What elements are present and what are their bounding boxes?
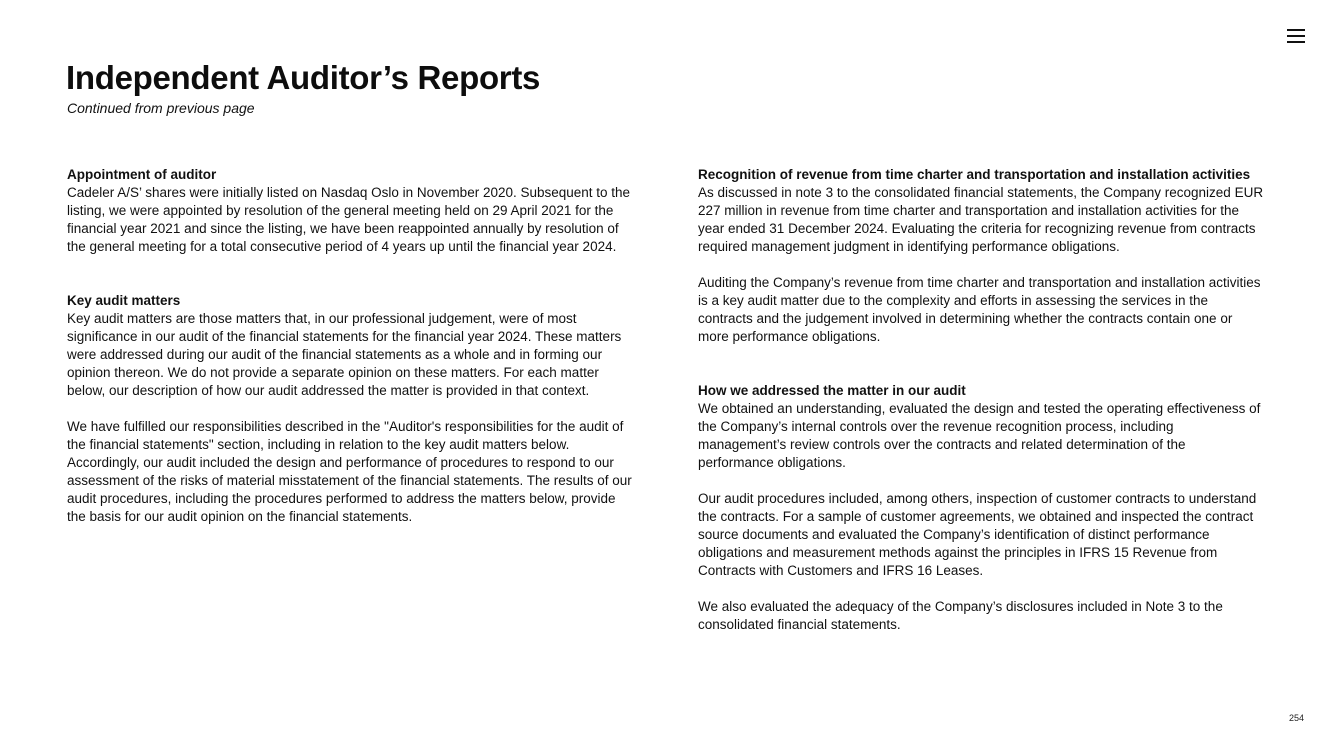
- revenue-recognition-paragraph: Auditing the Company’s revenue from time charter and transportation and installation activities is a key audit matter due to the complexity and efforts in assessing the services in the contracts and the judgement involved in determining whether the contracts contain one or more performance obligations.: [698, 275, 1261, 344]
- appointment-heading: Appointment of auditor: [67, 167, 217, 182]
- appointment-section: [67, 166, 637, 256]
- page-title: Independent Auditor’s Reports: [66, 59, 541, 96]
- key-audit-matters-paragraph: We have fulfilled our responsibilities described in the "Auditor's responsibilities for the audit of the financial statements" section, including in relation to the key audit matters below. Accordingly, our audit included the design and performance of procedures to respond to our assessment of the risks of material misstatement of the financial statements. The results of our audit procedures, including the procedures performed to address the matters below, provide the basis for our audit opinion on the financial statements.: [67, 419, 632, 524]
- page-subtitle: Continued from previous page: [67, 100, 255, 116]
- key-audit-matters-section: [67, 292, 637, 526]
- revenue-recognition-paragraph: As discussed in note 3 to the consolidated financial statements, the Company recognized EUR 227 million in revenue from time charter and transportation and installation activities for the year ended 31 December 2024. Evaluating the criteria for recognizing revenue from contracts required management judgment in identifying performance obligations.: [698, 185, 1264, 254]
- page-number: 254: [1289, 713, 1305, 723]
- menu-icon-bar: [1287, 29, 1305, 31]
- how-addressed-paragraph: We obtained an understanding, evaluated the design and tested the operating effectiveness of the Company’s internal controls over the revenue recognition process, including management’s review controls over the contracts and related determination of the performance obligations.: [698, 401, 1261, 470]
- appointment-body: Cadeler A/S’ shares were initially listed on Nasdaq Oslo in November 2020. Subsequent to the listing, we were appointed by resolution of the general meeting held on 29 April 2021 for the financial year 2021 and since the listing, we have been reappointed annually by resolution of the general meeting for a total consecutive period of 4 years up until the financial year 2024.: [67, 185, 631, 254]
- left-column: [67, 166, 637, 526]
- how-addressed-section: [698, 382, 1265, 634]
- right-column: [698, 166, 1265, 634]
- how-addressed-paragraph: Our audit procedures included, among others, inspection of customer contracts to understand the contracts. For a sample of customer agreements, we obtained and inspected the contract source documents and evaluated the Company’s identification of distinct performance obligations and measurement methods against the principles in IFRS 15 Revenue from Contracts with Customers and IFRS 16 Leases.: [698, 491, 1257, 578]
- how-addressed-heading: How we addressed the matter in our audit: [698, 383, 966, 398]
- revenue-recognition-heading: Recognition of revenue from time charter and transportation and installation activities: [698, 167, 1251, 182]
- menu-icon[interactable]: [1285, 27, 1307, 45]
- key-audit-matters-heading: Key audit matters: [67, 293, 181, 308]
- menu-icon-bar: [1287, 35, 1305, 37]
- revenue-recognition-section: [698, 166, 1265, 346]
- menu-icon-bar: [1287, 41, 1305, 43]
- key-audit-matters-paragraph: Key audit matters are those matters that, in our professional judgement, were of most significance in our audit of the financial statements for the financial year 2024. These matters were addressed during our audit of the financial statements as a whole and in forming our opinion thereon. We do not provide a separate opinion on these matters. For each matter below, our description of how our audit addressed the matter is provided in that context.: [67, 311, 622, 398]
- how-addressed-paragraph: We also evaluated the adequacy of the Company’s disclosures included in Note 3 to the consolidated financial statements.: [698, 599, 1223, 632]
